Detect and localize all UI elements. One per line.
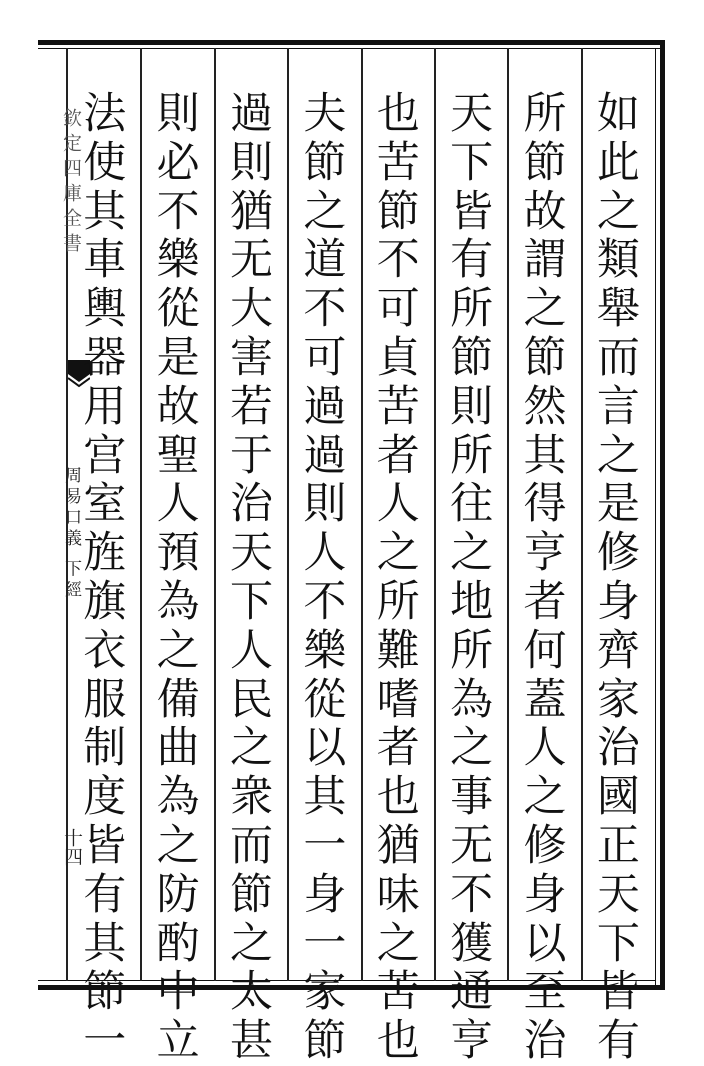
text-glyph: 謂 xyxy=(523,235,567,286)
text-glyph: 立 xyxy=(156,1016,200,1066)
text-glyph: 之 xyxy=(523,284,567,335)
text-glyph: 必 xyxy=(156,137,200,188)
text-glyph: 下 xyxy=(450,137,494,188)
text-glyph: 節 xyxy=(83,967,127,1018)
frame-top-border xyxy=(38,40,664,45)
text-glyph: 之 xyxy=(523,772,567,823)
text-glyph: 之 xyxy=(156,820,200,871)
section-title: 周易口義 下經 xyxy=(61,466,81,602)
text-glyph: 民 xyxy=(229,674,273,725)
text-glyph: 一 xyxy=(303,820,347,871)
text-glyph: 不 xyxy=(303,576,347,627)
text-glyph: 皆 xyxy=(83,820,127,871)
text-glyph: 家 xyxy=(596,674,640,725)
text-glyph: 之 xyxy=(303,186,347,237)
text-glyph: 人 xyxy=(229,625,273,676)
text-column xyxy=(588,89,648,1066)
text-glyph: 器 xyxy=(83,332,127,383)
text-glyph: 故 xyxy=(523,186,567,237)
text-glyph: 樂 xyxy=(156,235,200,286)
text-glyph: 苦 xyxy=(376,381,420,432)
text-glyph: 國 xyxy=(596,772,640,823)
text-glyph: 所 xyxy=(450,625,494,676)
text-glyph: 如 xyxy=(596,89,640,139)
text-glyph: 而 xyxy=(229,820,273,871)
text-column xyxy=(221,89,281,1066)
text-glyph: 所 xyxy=(523,89,567,139)
text-glyph: 衣 xyxy=(83,625,127,676)
column-rule xyxy=(581,48,583,981)
text-column xyxy=(75,89,135,1066)
text-glyph: 者 xyxy=(376,723,420,774)
text-glyph: 之 xyxy=(450,528,494,579)
text-glyph: 此 xyxy=(596,137,640,188)
text-glyph: 是 xyxy=(596,479,640,530)
text-glyph: 于 xyxy=(229,430,273,481)
text-glyph: 不 xyxy=(376,235,420,286)
text-glyph: 預 xyxy=(156,528,200,579)
text-glyph: 有 xyxy=(83,869,127,920)
text-glyph: 過 xyxy=(303,381,347,432)
text-glyph: 服 xyxy=(83,674,127,725)
text-glyph: 不 xyxy=(156,186,200,237)
text-glyph: 嗜 xyxy=(376,674,420,725)
text-glyph: 防 xyxy=(156,869,200,920)
text-glyph: 宫 xyxy=(83,430,127,481)
page-number: 十四 xyxy=(61,828,83,866)
text-glyph: 治 xyxy=(523,1016,567,1066)
text-glyph: 則 xyxy=(229,137,273,188)
text-glyph: 貞 xyxy=(376,332,420,383)
text-glyph: 事 xyxy=(450,772,494,823)
text-glyph: 太 xyxy=(229,967,273,1018)
text-glyph: 節 xyxy=(523,137,567,188)
text-glyph: 人 xyxy=(303,528,347,579)
text-glyph: 難 xyxy=(376,625,420,676)
column-rule xyxy=(507,48,509,981)
text-glyph: 為 xyxy=(156,576,200,627)
text-glyph: 可 xyxy=(303,332,347,383)
text-glyph: 若 xyxy=(229,381,273,432)
text-glyph: 得 xyxy=(523,479,567,530)
text-glyph: 亨 xyxy=(450,1016,494,1066)
text-glyph: 往 xyxy=(450,479,494,530)
text-glyph: 天 xyxy=(450,89,494,139)
text-glyph: 則 xyxy=(156,89,200,139)
text-glyph: 至 xyxy=(523,967,567,1018)
text-glyph: 甚 xyxy=(229,1016,273,1066)
text-glyph: 以 xyxy=(303,723,347,774)
column-rule xyxy=(434,48,436,981)
text-glyph: 无 xyxy=(450,820,494,871)
text-column xyxy=(515,89,575,1066)
text-glyph: 何 xyxy=(523,625,567,676)
text-glyph: 為 xyxy=(156,772,200,823)
column-rule xyxy=(140,48,142,981)
text-column xyxy=(442,89,502,1066)
text-glyph: 從 xyxy=(303,674,347,725)
text-glyph: 害 xyxy=(229,332,273,383)
text-glyph: 修 xyxy=(523,820,567,871)
text-glyph: 言 xyxy=(596,381,640,432)
text-glyph: 曲 xyxy=(156,723,200,774)
text-glyph: 人 xyxy=(523,723,567,774)
text-glyph: 舉 xyxy=(596,284,640,335)
text-glyph: 人 xyxy=(156,479,200,530)
text-glyph: 身 xyxy=(303,869,347,920)
text-glyph: 也 xyxy=(376,1016,420,1066)
text-glyph: 從 xyxy=(156,284,200,335)
text-glyph: 節 xyxy=(303,1016,347,1066)
text-glyph: 之 xyxy=(376,528,420,579)
text-glyph: 之 xyxy=(596,430,640,481)
text-glyph: 使 xyxy=(83,137,127,188)
text-glyph: 節 xyxy=(303,137,347,188)
text-glyph: 過 xyxy=(229,89,273,139)
text-glyph: 是 xyxy=(156,332,200,383)
text-glyph: 其 xyxy=(83,186,127,237)
text-glyph: 輿 xyxy=(83,284,127,335)
text-glyph: 天 xyxy=(229,528,273,579)
text-glyph: 修 xyxy=(596,528,640,579)
text-glyph: 節 xyxy=(450,332,494,383)
text-glyph: 蓋 xyxy=(523,674,567,725)
text-glyph: 家 xyxy=(303,967,347,1018)
text-glyph: 正 xyxy=(596,820,640,871)
text-glyph: 其 xyxy=(83,918,127,969)
text-glyph: 下 xyxy=(596,918,640,969)
text-glyph: 治 xyxy=(229,479,273,530)
text-glyph: 不 xyxy=(303,284,347,335)
text-glyph: 者 xyxy=(376,430,420,481)
text-glyph: 皆 xyxy=(450,186,494,237)
text-glyph: 樂 xyxy=(303,625,347,676)
text-glyph: 治 xyxy=(596,723,640,774)
text-glyph: 室 xyxy=(83,479,127,530)
text-glyph: 苦 xyxy=(376,967,420,1018)
text-glyph: 之 xyxy=(229,918,273,969)
text-glyph: 之 xyxy=(376,918,420,969)
text-glyph: 之 xyxy=(156,625,200,676)
text-glyph: 節 xyxy=(229,869,273,920)
text-glyph: 酌 xyxy=(156,918,200,969)
text-glyph: 度 xyxy=(83,772,127,823)
text-glyph: 下 xyxy=(229,576,273,627)
text-glyph: 一 xyxy=(303,918,347,969)
book-title: 欽定四庫全書 xyxy=(60,108,82,258)
text-glyph: 法 xyxy=(83,89,127,139)
text-glyph: 苦 xyxy=(376,137,420,188)
text-glyph: 通 xyxy=(450,967,494,1018)
text-glyph: 天 xyxy=(596,869,640,920)
text-glyph: 節 xyxy=(523,332,567,383)
text-glyph: 猶 xyxy=(229,186,273,237)
text-glyph: 而 xyxy=(596,332,640,383)
text-glyph: 身 xyxy=(523,869,567,920)
text-glyph: 一 xyxy=(83,1016,127,1066)
frame-right-border xyxy=(660,40,665,990)
text-glyph: 旗 xyxy=(83,576,127,627)
text-glyph: 齊 xyxy=(596,625,640,676)
frame-right-inner-border xyxy=(655,48,656,990)
text-glyph: 不 xyxy=(450,869,494,920)
column-rule xyxy=(287,48,289,981)
text-glyph: 皆 xyxy=(596,967,640,1018)
text-glyph: 中 xyxy=(156,967,200,1018)
text-glyph: 味 xyxy=(376,869,420,920)
text-glyph: 過 xyxy=(303,430,347,481)
text-column xyxy=(368,89,428,1066)
text-glyph: 者 xyxy=(523,576,567,627)
frame-top-inner-border xyxy=(38,48,664,49)
column-rule xyxy=(361,48,363,981)
text-glyph: 有 xyxy=(450,235,494,286)
text-glyph: 制 xyxy=(83,723,127,774)
text-glyph: 則 xyxy=(303,479,347,530)
text-glyph: 也 xyxy=(376,772,420,823)
text-glyph: 所 xyxy=(450,284,494,335)
text-glyph: 可 xyxy=(376,284,420,335)
text-glyph: 類 xyxy=(596,235,640,286)
text-glyph: 為 xyxy=(450,674,494,725)
text-glyph: 獲 xyxy=(450,918,494,969)
text-glyph: 无 xyxy=(229,235,273,286)
text-column xyxy=(148,89,208,1066)
text-glyph: 然 xyxy=(523,381,567,432)
column-rule xyxy=(214,48,216,981)
text-glyph: 用 xyxy=(83,381,127,432)
text-glyph: 人 xyxy=(376,479,420,530)
text-glyph: 其 xyxy=(523,430,567,481)
text-glyph: 故 xyxy=(156,381,200,432)
text-glyph: 也 xyxy=(376,89,420,139)
text-glyph: 之 xyxy=(229,723,273,774)
text-glyph: 之 xyxy=(596,186,640,237)
text-glyph: 其 xyxy=(303,772,347,823)
text-glyph: 則 xyxy=(450,381,494,432)
text-glyph: 所 xyxy=(450,430,494,481)
text-glyph: 大 xyxy=(229,284,273,335)
text-column xyxy=(295,89,355,1066)
text-glyph: 道 xyxy=(303,235,347,286)
text-glyph: 地 xyxy=(450,576,494,627)
text-glyph: 節 xyxy=(376,186,420,237)
text-glyph: 亨 xyxy=(523,528,567,579)
text-glyph: 旌 xyxy=(83,528,127,579)
text-glyph: 所 xyxy=(376,576,420,627)
text-glyph: 聖 xyxy=(156,430,200,481)
text-glyph: 車 xyxy=(83,235,127,286)
page-margin-strip xyxy=(30,48,83,981)
text-glyph: 夫 xyxy=(303,89,347,139)
text-glyph: 猶 xyxy=(376,820,420,871)
text-glyph: 備 xyxy=(156,674,200,725)
text-glyph: 之 xyxy=(450,723,494,774)
text-glyph: 衆 xyxy=(229,772,273,823)
text-glyph: 以 xyxy=(523,918,567,969)
text-glyph: 有 xyxy=(596,1016,640,1066)
text-glyph: 身 xyxy=(596,576,640,627)
